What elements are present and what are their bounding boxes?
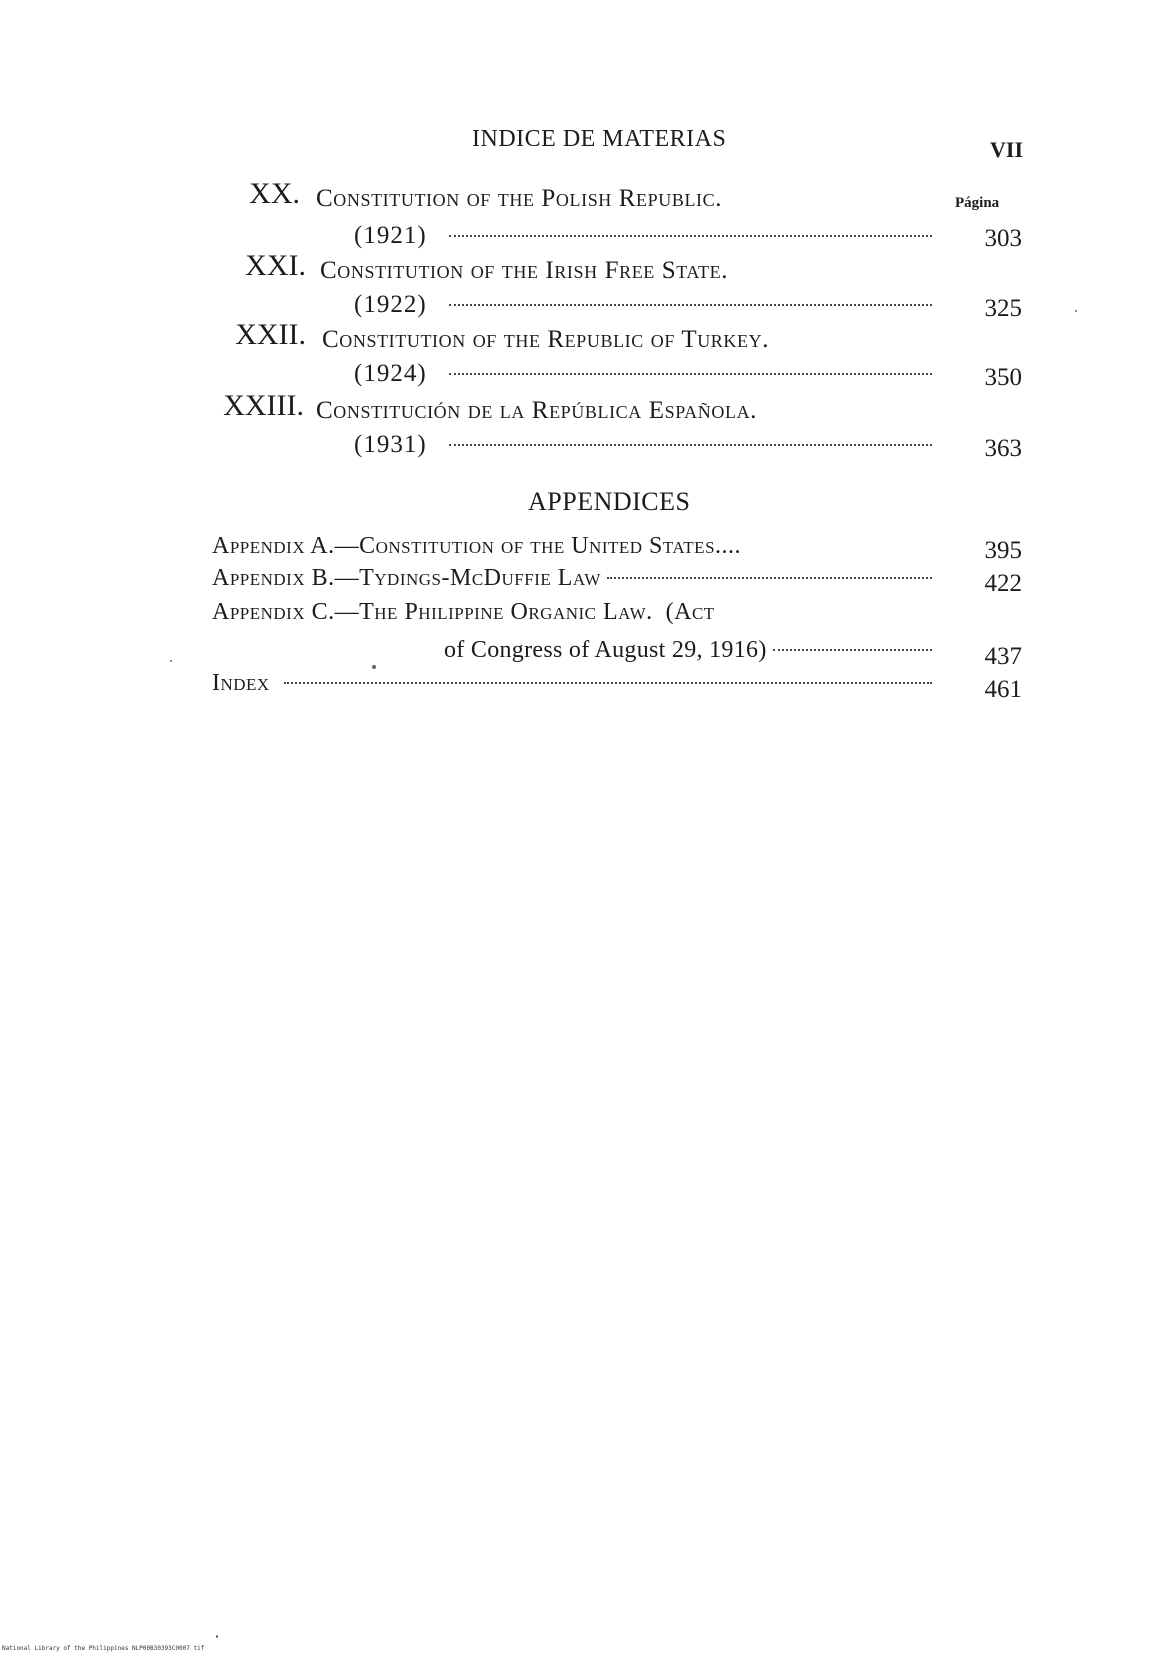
dot-leader: [773, 649, 932, 651]
entry-year: (1931): [354, 431, 427, 458]
index-page: 461: [984, 676, 1022, 703]
page-folio: VII: [990, 137, 1024, 162]
appendix-c-line-1: [212, 599, 932, 626]
entry-year-line: [354, 360, 932, 388]
entry-page-number: 350: [984, 364, 1022, 391]
dot-leader: [449, 304, 932, 306]
dot-leader: [607, 577, 932, 579]
entry-numeral: XXII.: [235, 318, 306, 351]
scan-speck: [170, 660, 172, 662]
dot-leader: [449, 373, 932, 375]
scan-speck: [1075, 310, 1077, 312]
appendix-a-label: Appendix A.—Constitution of the United States....: [212, 533, 742, 559]
appendix-b-label: Appendix B.—Tydings-McDuffie Law: [212, 565, 601, 591]
appendix-a-line: [212, 533, 932, 560]
entry-year: (1921): [354, 222, 427, 249]
appendix-b-page: 422: [984, 570, 1022, 597]
dot-leader: [284, 682, 932, 684]
index-label: Index: [212, 670, 270, 696]
scan-footer: National Library of the Philippines NLP00B30393C0007 tif: [2, 1645, 205, 1652]
appendices-heading: APPENDICES: [528, 487, 691, 516]
entry-year: (1922): [354, 291, 427, 318]
appendix-c-page: 437: [984, 643, 1022, 670]
entry-title: Constitución de la República Española.: [316, 397, 758, 424]
dot-leader: [449, 444, 932, 446]
appendix-c-label: Appendix C.—The Philippine Organic Law. (Act: [212, 599, 715, 625]
appendix-a-page: 395: [984, 537, 1022, 564]
entry-title: Constitution of the Republic of Turkey.: [322, 326, 770, 353]
entry-year: (1924): [354, 360, 427, 387]
index-line: [212, 670, 932, 697]
entry-page-number: 363: [984, 435, 1022, 462]
page-column-label: Página: [955, 195, 1000, 211]
entry-title: Constitution of the Polish Republic.: [316, 185, 723, 212]
entry-numeral: XXI.: [245, 249, 306, 282]
entry-title: Constitution of the Irish Free State.: [320, 257, 729, 284]
appendix-c-label-continued: of Congress of August 29, 1916): [444, 637, 767, 663]
entry-numeral: XX.: [249, 177, 300, 210]
entry-year-line: [354, 222, 932, 250]
entry-numeral: XXIII.: [223, 389, 304, 422]
dot-leader: [449, 235, 932, 237]
running-head: INDICE DE MATERIAS: [472, 126, 727, 152]
scan-speck: [216, 1635, 218, 1638]
entry-year-line: [354, 431, 932, 459]
scan-speck: [372, 665, 376, 669]
appendix-b-line: [212, 565, 932, 592]
appendix-c-line-2: [444, 637, 932, 664]
entry-page-number: 303: [984, 225, 1022, 252]
entry-page-number: 325: [984, 295, 1022, 322]
entry-year-line: [354, 291, 932, 319]
